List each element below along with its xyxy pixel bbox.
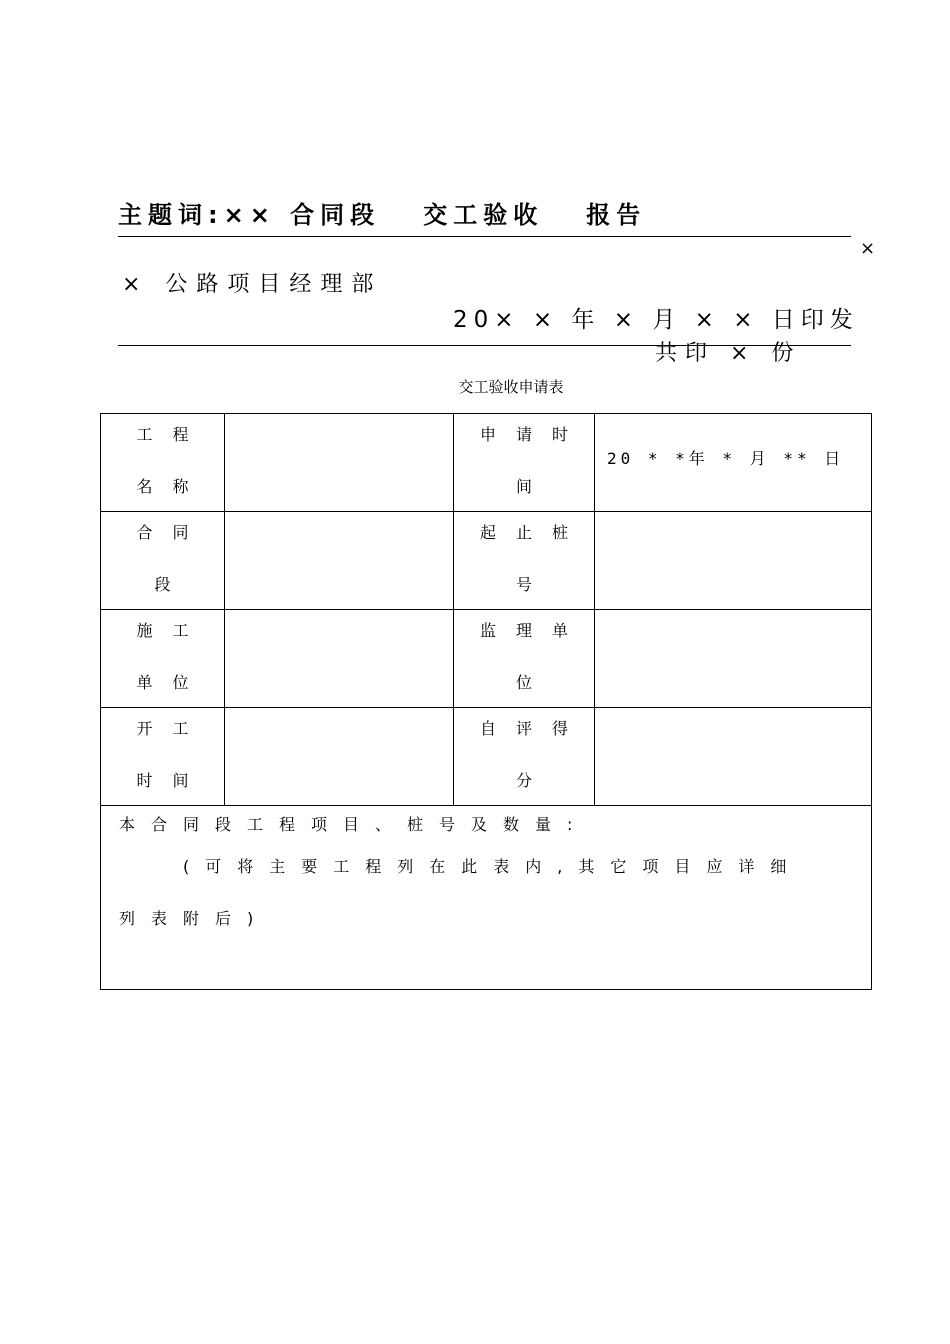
- label-supervision-unit: [454, 610, 595, 708]
- stake-range-field[interactable]: [595, 512, 872, 610]
- label-start-time: [101, 708, 225, 806]
- corner-mark: ×: [860, 238, 876, 259]
- project-items-notes[interactable]: [101, 806, 872, 990]
- label-line: 名称: [136, 477, 209, 496]
- label-self-score: [454, 708, 595, 806]
- label-contract-section: [101, 512, 225, 610]
- label-line: 分: [515, 771, 552, 790]
- label-line: 监理单: [479, 621, 588, 640]
- label-line: 开工: [136, 719, 209, 738]
- acceptance-application-table: [100, 413, 872, 990]
- table-row: [101, 708, 872, 806]
- self-score-field[interactable]: [595, 708, 872, 806]
- start-time-field[interactable]: [225, 708, 454, 806]
- subject-line: 主题词:×× 合同段 交工验收 报告: [118, 201, 647, 229]
- label-line: 自评得: [479, 719, 588, 738]
- issue-date: 20× × 年 × 月 × × 日印发: [453, 307, 859, 333]
- label-line: 段: [154, 575, 191, 594]
- label-line: 施工: [136, 621, 209, 640]
- label-construction-unit: [101, 610, 225, 708]
- construction-unit-field[interactable]: [225, 610, 454, 708]
- label-line: 单位: [136, 673, 209, 692]
- application-time-field[interactable]: [595, 414, 872, 512]
- contract-section-field[interactable]: [225, 512, 454, 610]
- label-line: 合同: [136, 523, 209, 542]
- notes-heading: 本合同段工程项目、桩号及数量:: [119, 815, 589, 834]
- copies-count: 共印 × 份: [655, 341, 802, 366]
- application-date-value: 20 * *年 * 月 ** 日: [607, 449, 845, 468]
- label-project-name: [101, 414, 225, 512]
- label-line: 申请时: [479, 425, 588, 444]
- label-line: 工程: [136, 425, 209, 444]
- label-line: 间: [515, 477, 552, 496]
- table-row: [101, 610, 872, 708]
- label-stake-range: [454, 512, 595, 610]
- label-line: 号: [515, 575, 552, 594]
- issuer-name: × 公路项目经理部: [122, 272, 383, 297]
- table-row: [101, 414, 872, 512]
- notes-hint-line: 列表附后): [119, 909, 270, 928]
- header-top-rule: [118, 236, 851, 237]
- table-row: [101, 806, 872, 990]
- table-row: [101, 512, 872, 610]
- supervision-unit-field[interactable]: [595, 610, 872, 708]
- form-title: 交工验收申请表: [458, 378, 564, 396]
- notes-hint-line: (可将主要工程列在此表内,其它项目应详细: [183, 857, 803, 876]
- label-line: 时间: [136, 771, 209, 790]
- label-line: 位: [515, 673, 552, 692]
- project-name-field[interactable]: [225, 414, 454, 512]
- label-line: 起止桩: [479, 523, 588, 542]
- label-application-time: [454, 414, 595, 512]
